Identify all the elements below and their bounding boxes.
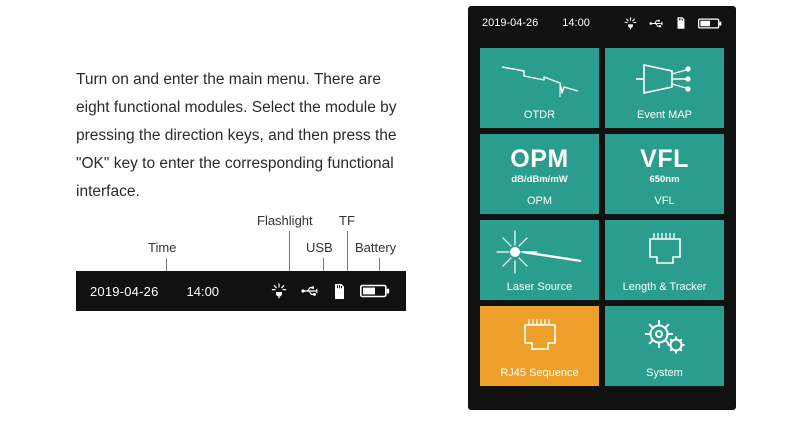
module-tile-length-tracker[interactable] [605, 220, 724, 300]
battery-icon [360, 283, 390, 299]
vfl-big-text: VFL [640, 144, 689, 173]
module-label: RJ45 Sequence [500, 367, 579, 379]
device-screen [468, 6, 736, 410]
flashlight-icon [624, 17, 637, 30]
tf-card-icon [333, 283, 346, 300]
module-label: OTDR [523, 109, 556, 121]
tf-card-icon [676, 16, 686, 30]
otdr-trace-icon [480, 48, 599, 110]
callout-label-time: Time [148, 240, 177, 255]
laser-source-icon [480, 220, 599, 282]
module-tile-otdr[interactable] [480, 48, 599, 128]
gear-icon [605, 306, 724, 368]
module-tile-opm[interactable] [480, 134, 599, 214]
device-status-bar-time: 14:00 [562, 17, 590, 29]
device-status-bar [468, 6, 736, 40]
opm-icon [480, 134, 599, 196]
rj45-connector-icon [480, 306, 599, 368]
module-label: Length & Tracker [622, 281, 707, 293]
instruction-text: Turn on and enter the main menu. There are eight functional modules. Select the module by pressing the direction keys, and then press the "OK" key to enter the corresponding functional interface. [76, 70, 397, 200]
device-status-bar-icons [624, 16, 722, 30]
status-bar-icons [271, 283, 390, 300]
module-tile-event-map[interactable] [605, 48, 724, 128]
module-label: VFL [654, 195, 675, 207]
status-bar-detail [76, 271, 406, 311]
rj45-connector-icon [605, 220, 724, 282]
module-tile-laser-source[interactable] [480, 220, 599, 300]
vfl-icon [605, 134, 724, 196]
device-status-bar-date: 2019-04-26 [482, 17, 539, 29]
usb-icon [649, 17, 664, 30]
battery-icon [698, 17, 722, 30]
event-map-icon [605, 48, 724, 110]
flashlight-icon [271, 283, 287, 299]
module-label: System [646, 367, 683, 379]
module-label: Laser Source [506, 281, 573, 293]
callout-label-battery: Battery [355, 240, 397, 255]
module-tile-rj45-sequence[interactable] [480, 306, 599, 386]
status-bar-date: 2019-04-26 [90, 283, 159, 299]
status-bar-time: 14:00 [186, 283, 220, 299]
callout-label-flashlight: Flashlight [257, 213, 313, 228]
module-label: Event MAP [636, 109, 693, 121]
vfl-sub-text: 650nm [649, 173, 680, 185]
module-tile-system[interactable] [605, 306, 724, 386]
module-grid [480, 48, 724, 386]
usb-icon [301, 283, 319, 299]
opm-sub-text: dB/dBm/mW [511, 173, 568, 185]
module-label: OPM [526, 195, 553, 207]
module-tile-vfl[interactable] [605, 134, 724, 214]
opm-big-text: OPM [510, 144, 569, 173]
callout-label-usb: USB [306, 240, 333, 255]
callout-label-tf: TF [339, 213, 355, 228]
